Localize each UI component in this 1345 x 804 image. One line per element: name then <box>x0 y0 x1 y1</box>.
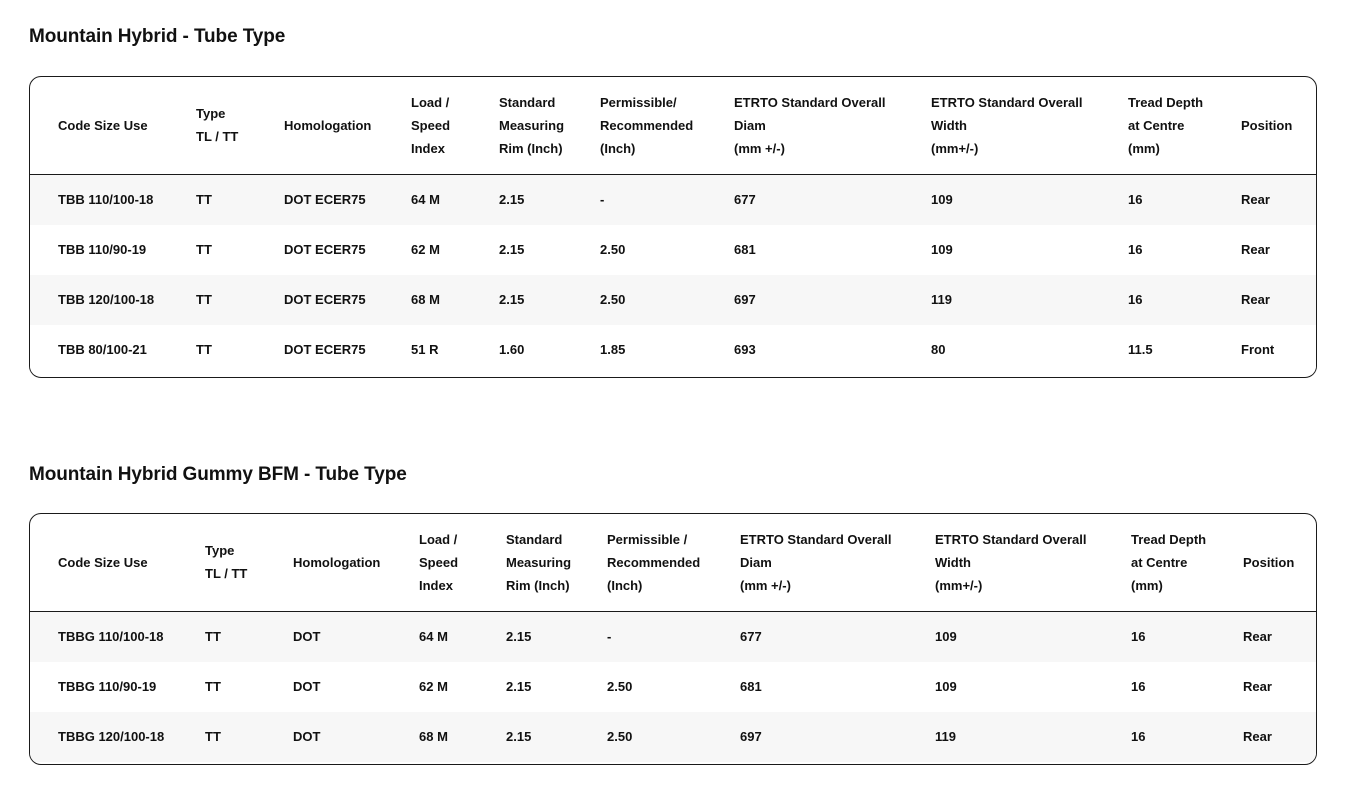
cell-tread-depth: 16 <box>1131 679 1146 694</box>
cell-code-size-use: TBB 110/100-18 <box>58 192 154 207</box>
cell-load-speed-index: 64 M <box>419 629 448 644</box>
cell-standard-measuring-rim: 2.15 <box>506 729 532 744</box>
table-row <box>30 325 1317 375</box>
spec-table-card-mountain-hybrid-gummy-bfm <box>29 513 1317 765</box>
cell-position: Rear <box>1243 629 1272 644</box>
cell-type: TT <box>205 679 221 694</box>
cell-standard-measuring-rim: 1.60 <box>499 342 525 357</box>
cell-load-speed-index: 62 M <box>419 679 448 694</box>
table-row <box>30 174 1317 225</box>
cell-code-size-use: TBBG 110/90-19 <box>58 679 157 694</box>
cell-etrto-overall-width: 119 <box>935 729 956 744</box>
cell-type: TT <box>196 342 212 357</box>
cell-permissible-recommended: 2.50 <box>607 679 633 694</box>
section-title-mountain-hybrid-gummy-bfm: Mountain Hybrid Gummy BFM - Tube Type <box>29 464 407 485</box>
cell-tread-depth: 16 <box>1131 629 1146 644</box>
column-header-tread-depth: Tread Depth at Centre (mm) <box>1131 531 1207 593</box>
cell-tread-depth: 16 <box>1131 729 1146 744</box>
column-header-etrto-overall-width: ETRTO Standard Overall Width (mm+/-) <box>931 94 1083 156</box>
cell-position: Rear <box>1243 679 1272 694</box>
cell-permissible-recommended: - <box>607 629 612 644</box>
cell-homologation: DOT <box>293 679 321 694</box>
cell-code-size-use: TBB 120/100-18 <box>58 292 155 307</box>
cell-etrto-overall-width: 80 <box>931 342 946 357</box>
cell-load-speed-index: 51 R <box>411 342 439 357</box>
cell-permissible-recommended: 2.50 <box>600 292 626 307</box>
cell-position: Rear <box>1241 242 1270 257</box>
cell-homologation: DOT ECER75 <box>284 192 366 207</box>
column-header-standard-measuring-rim: Standard Measuring Rim (Inch) <box>506 531 572 593</box>
table-row <box>30 611 1317 662</box>
cell-load-speed-index: 68 M <box>411 292 440 307</box>
column-header-standard-measuring-rim: Standard Measuring Rim (Inch) <box>499 94 565 156</box>
column-header-homologation: Homologation <box>293 554 381 570</box>
cell-standard-measuring-rim: 2.15 <box>499 192 525 207</box>
cell-permissible-recommended: 2.50 <box>607 729 633 744</box>
cell-type: TT <box>196 192 212 207</box>
cell-etrto-overall-diam: 693 <box>734 342 756 357</box>
column-header-etrto-overall-diam: ETRTO Standard Overall Diam (mm +/-) <box>734 94 886 156</box>
table-row <box>30 712 1317 762</box>
cell-standard-measuring-rim: 2.15 <box>499 242 525 257</box>
column-header-load-speed-index: Load / Speed Index <box>419 531 459 593</box>
cell-type: TT <box>205 729 221 744</box>
cell-etrto-overall-width: 119 <box>931 292 952 307</box>
cell-tread-depth: 11.5 <box>1128 342 1153 357</box>
column-header-position: Position <box>1243 554 1295 570</box>
table-row <box>30 225 1317 275</box>
column-header-type: Type TL / TT <box>196 106 239 145</box>
cell-etrto-overall-diam: 697 <box>734 292 756 307</box>
cell-permissible-recommended: 1.85 <box>600 342 626 357</box>
table-header-row <box>30 514 1317 611</box>
cell-code-size-use: TBBG 120/100-18 <box>58 729 165 744</box>
cell-etrto-overall-width: 109 <box>931 192 953 207</box>
cell-permissible-recommended: 2.50 <box>600 242 626 257</box>
column-header-tread-depth: Tread Depth at Centre (mm) <box>1128 94 1204 156</box>
cell-etrto-overall-diam: 697 <box>740 729 762 744</box>
column-header-code-size-use: Code Size Use <box>58 554 148 570</box>
cell-homologation: DOT <box>293 729 321 744</box>
cell-tread-depth: 16 <box>1128 292 1143 307</box>
cell-code-size-use: TBBG 110/100-18 <box>58 629 164 644</box>
cell-etrto-overall-width: 109 <box>931 242 953 257</box>
column-header-position: Position <box>1241 117 1293 133</box>
spec-table-mountain-hybrid-gummy-bfm <box>30 514 1317 762</box>
cell-homologation: DOT ECER75 <box>284 292 366 307</box>
cell-position: Rear <box>1241 192 1270 207</box>
cell-position: Front <box>1241 342 1275 357</box>
cell-type: TT <box>196 292 212 307</box>
column-header-code-size-use: Code Size Use <box>58 117 148 133</box>
cell-homologation: DOT ECER75 <box>284 342 366 357</box>
cell-load-speed-index: 64 M <box>411 192 440 207</box>
cell-tread-depth: 16 <box>1128 242 1143 257</box>
cell-etrto-overall-diam: 681 <box>734 242 756 257</box>
cell-standard-measuring-rim: 2.15 <box>506 629 532 644</box>
table-header-row <box>30 77 1317 174</box>
column-header-load-speed-index: Load / Speed Index <box>411 94 451 156</box>
cell-etrto-overall-width: 109 <box>935 679 957 694</box>
table-row <box>30 662 1317 712</box>
cell-type: TT <box>196 242 212 257</box>
column-header-homologation: Homologation <box>284 117 372 133</box>
column-header-permissible-recommended: Permissible/ Recommended (Inch) <box>600 94 694 156</box>
cell-code-size-use: TBB 80/100-21 <box>58 342 147 357</box>
cell-standard-measuring-rim: 2.15 <box>506 679 532 694</box>
cell-load-speed-index: 68 M <box>419 729 448 744</box>
cell-etrto-overall-diam: 677 <box>740 629 762 644</box>
spec-table-mountain-hybrid <box>30 77 1317 375</box>
column-header-etrto-overall-diam: ETRTO Standard Overall Diam (mm +/-) <box>740 531 892 593</box>
section-title-mountain-hybrid: Mountain Hybrid - Tube Type <box>29 26 286 47</box>
cell-etrto-overall-diam: 681 <box>740 679 762 694</box>
spec-table-card-mountain-hybrid <box>29 76 1317 378</box>
cell-position: Rear <box>1241 292 1270 307</box>
table-row <box>30 275 1317 325</box>
cell-type: TT <box>205 629 221 644</box>
cell-homologation: DOT <box>293 629 321 644</box>
column-header-etrto-overall-width: ETRTO Standard Overall Width (mm+/-) <box>935 531 1087 593</box>
cell-load-speed-index: 62 M <box>411 242 440 257</box>
cell-homologation: DOT ECER75 <box>284 242 366 257</box>
cell-position: Rear <box>1243 729 1272 744</box>
cell-standard-measuring-rim: 2.15 <box>499 292 525 307</box>
column-header-type: Type TL / TT <box>205 543 248 582</box>
cell-code-size-use: TBB 110/90-19 <box>58 242 147 257</box>
cell-etrto-overall-width: 109 <box>935 629 957 644</box>
cell-permissible-recommended: - <box>600 192 605 207</box>
cell-etrto-overall-diam: 677 <box>734 192 756 207</box>
cell-tread-depth: 16 <box>1128 192 1143 207</box>
column-header-permissible-recommended: Permissible / Recommended (Inch) <box>607 531 701 593</box>
